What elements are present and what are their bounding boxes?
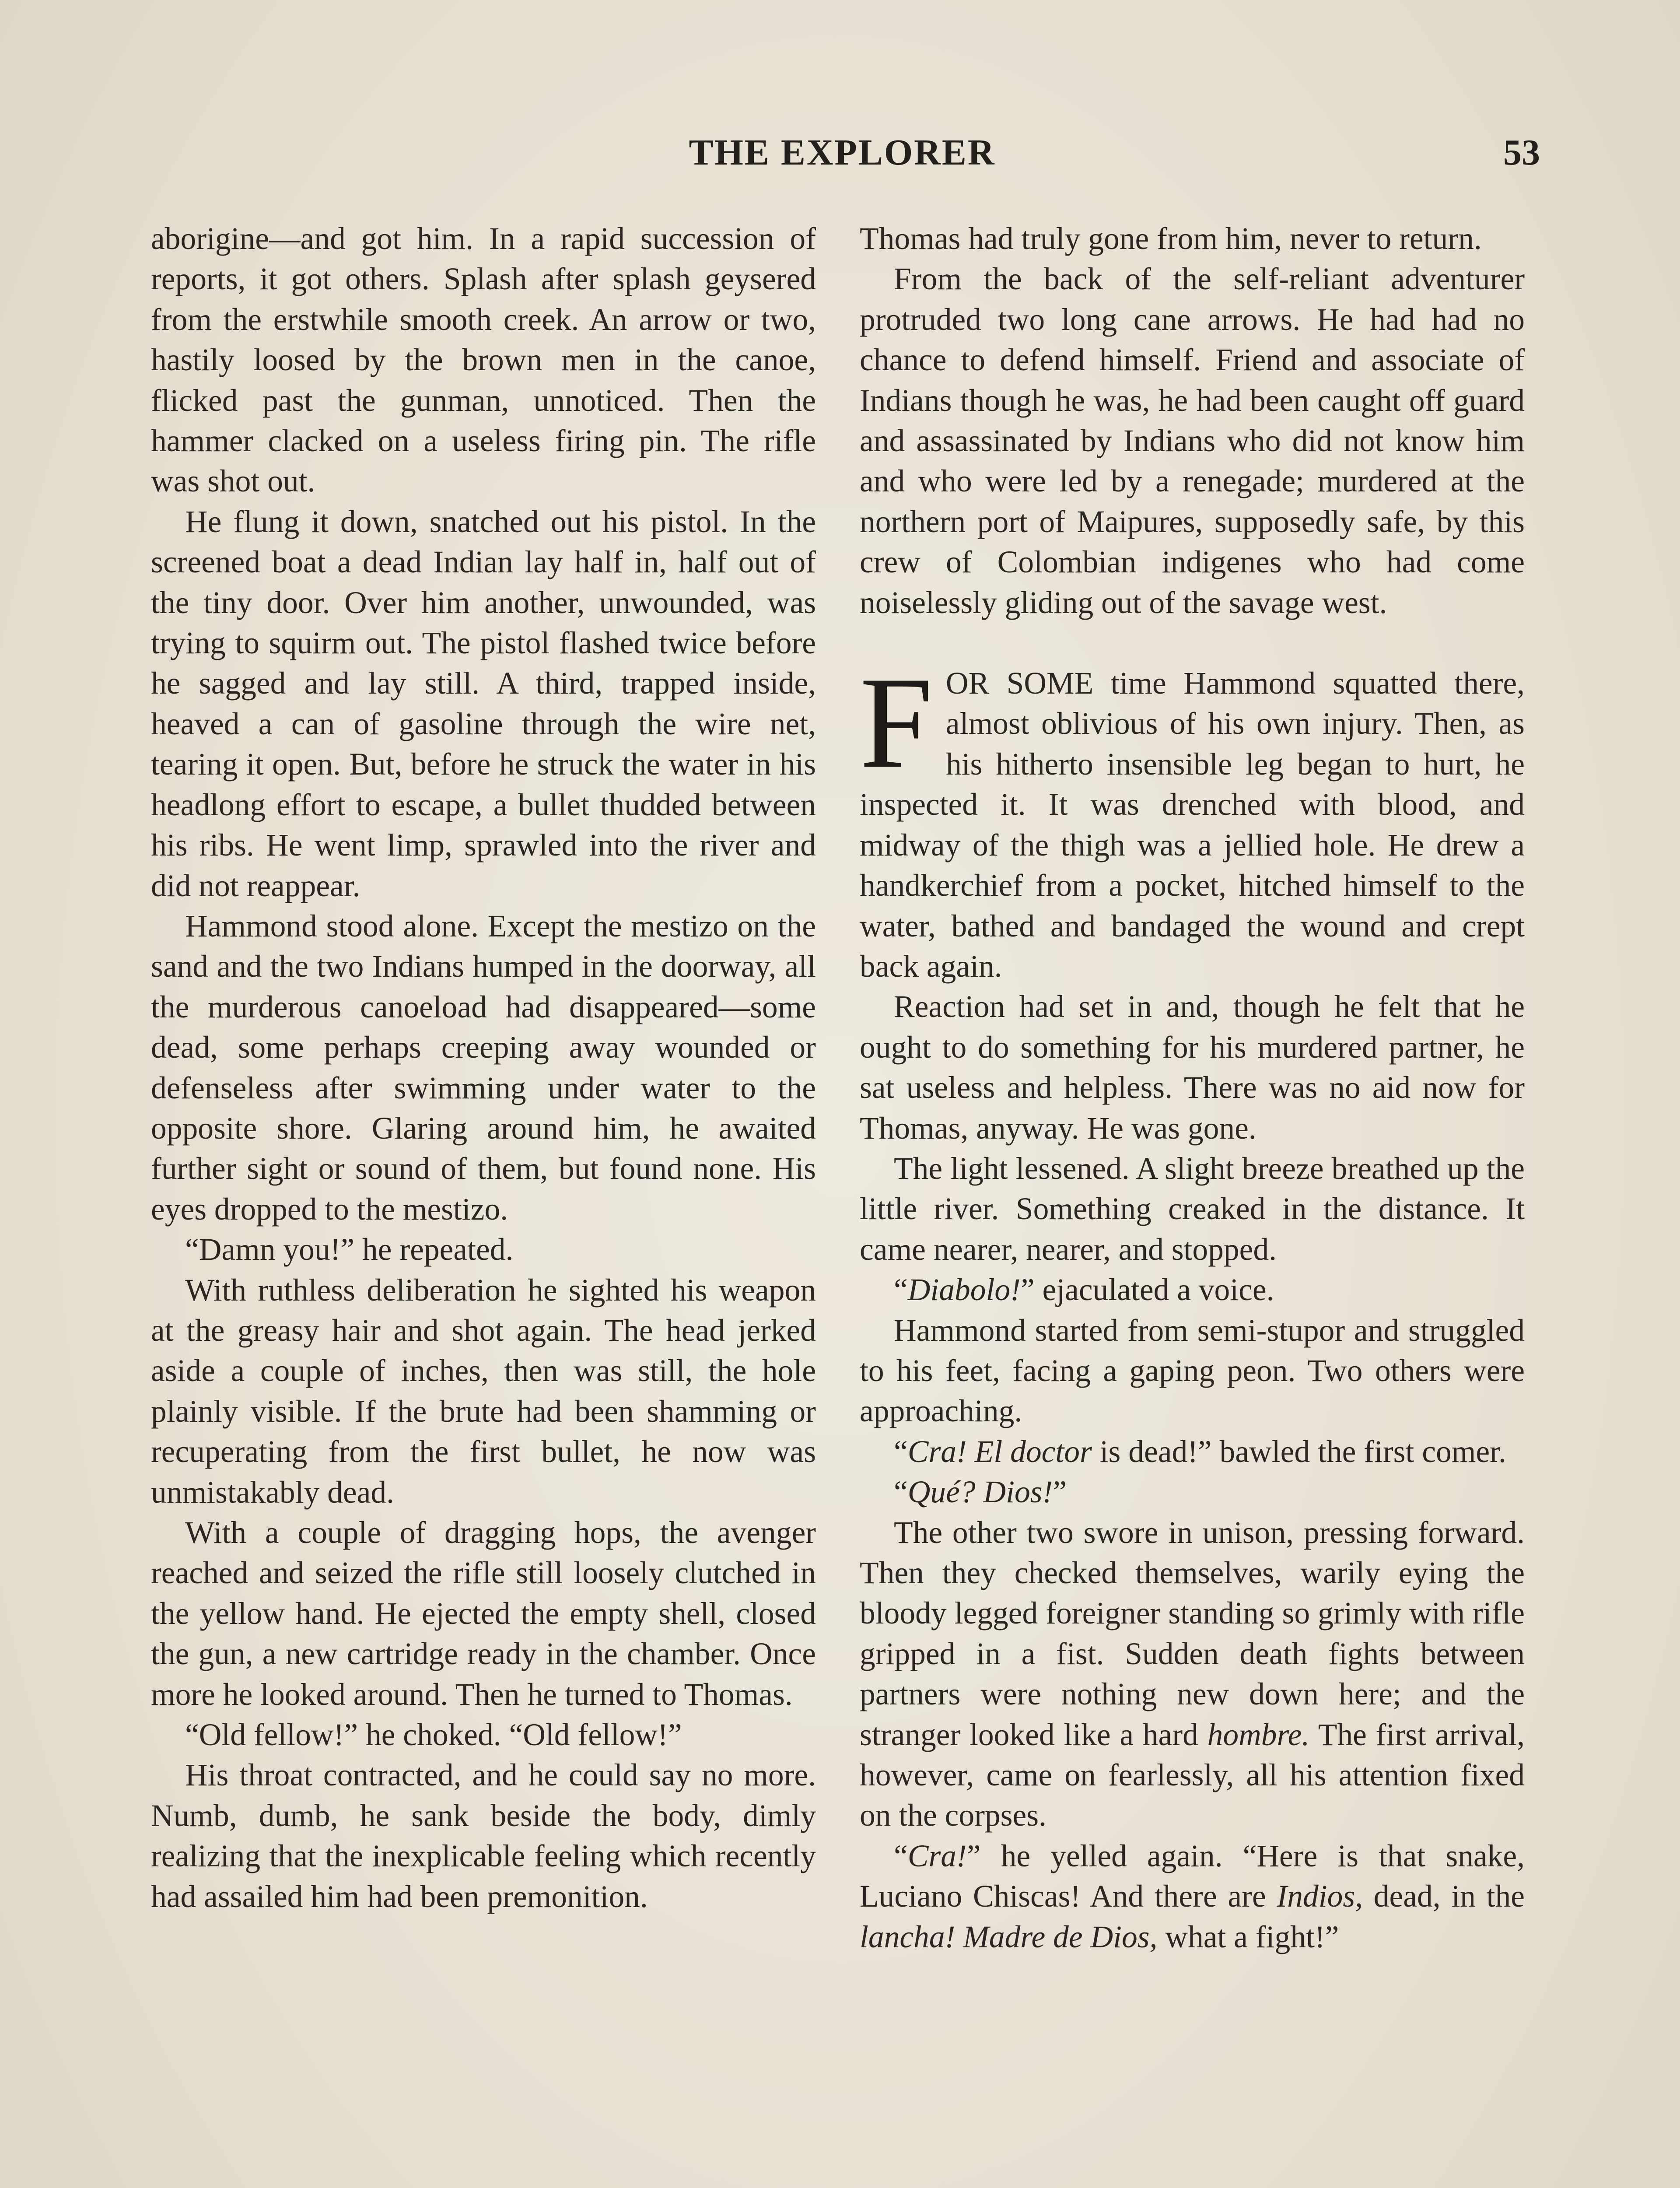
- paragraph: [860, 1270, 1525, 1310]
- italic-text: hombre.: [1207, 1717, 1310, 1752]
- italic-text: Indios,: [1277, 1879, 1363, 1914]
- paragraph-text: ” he yelled again. “Here is that snake, Luciano Chiscas! And there are: [860, 1838, 1525, 1914]
- small-caps-lead: OR SOME: [945, 666, 1094, 701]
- paragraph-text: The first arrival, however, came on fearlessly, all his attention fixed on the corpses.: [860, 1717, 1525, 1833]
- paragraph: Hammond stood alone. Except the mestizo on the sand and the two Indians humped in the doorway, all the murderous canoeload had disappeared—some dead, some perhaps creeping away wounded or defenseless after swimming under water to the opposite shore. Glaring around him, he awaited further sight or sound of them, but found none. His eyes dropped to the mestizo.: [151, 908, 816, 1227]
- page-header: [144, 131, 1540, 179]
- paragraph: [860, 1836, 1525, 1957]
- quote-mark: “: [894, 1838, 908, 1873]
- right-column: [860, 219, 1525, 1957]
- section-opening-paragraph: [860, 650, 1525, 987]
- paragraph: [860, 1472, 1525, 1512]
- paragraph-text: is dead!” bawled the first comer.: [1092, 1434, 1506, 1469]
- paragraph: Thomas had truly gone from him, never to return.: [860, 221, 1482, 256]
- paragraph: With ruthless deliberation he sighted his weapon at the greasy hair and shot again. The head jerked aside a couple of inches, then was still, the hole plainly visible. If the brute had been shamming or recuperating from the first bullet, he now was unmistakably dead.: [151, 1273, 816, 1510]
- quote-mark: “: [894, 1273, 908, 1308]
- paragraph: “Old fellow!” he choked. “Old fellow!”: [185, 1718, 682, 1753]
- italic-text: Qué? Dios!: [907, 1475, 1053, 1510]
- paragraph-text: dead, in the: [1363, 1879, 1525, 1914]
- section-break: [860, 623, 1525, 663]
- quote-mark: “: [894, 1434, 908, 1469]
- paragraph: With a couple of dragging hops, the avenger reached and seized the rifle still loosely clutched in the yellow hand. He ejected the empty shell, closed the gun, a new cartridge ready in the chamber. Once more he looked around. Then he turned to Thomas.: [151, 1515, 816, 1712]
- italic-text: Diabolo!: [907, 1273, 1021, 1308]
- paragraph: Reaction had set in and, though he felt that he ought to do something for his murdered partner, he sat useless and helpless. There was no aid now for Thomas, anyway. He was gone.: [860, 989, 1525, 1146]
- paragraph: He flung it down, snatched out his pistol. In the screened boat a dead Indian lay half in, half out of the tiny door. Over him another, unwounded, was trying to squirm out. The pistol flashed twice before he sagged and lay still. A third, trapped inside, heaved a can of gasoline through the wire net, tearing it open. But, before he struck the water in his headlong effort to escape, a bullet thudded between his ribs. He went limp, sprawled into the river and did not reappear.: [151, 504, 816, 903]
- paragraph-text: ” ejaculated a voice.: [1020, 1273, 1274, 1308]
- paragraph: [860, 1432, 1525, 1472]
- quote-mark: “: [894, 1475, 908, 1510]
- page-number: 53: [1503, 132, 1540, 173]
- paragraph: [860, 1513, 1525, 1836]
- left-column: [151, 219, 816, 1917]
- italic-text: lancha! Madre de Dios,: [860, 1919, 1158, 1954]
- paragraph: His throat contracted, and he could say no more. Numb, dumb, he sank beside the body, dimly realizing that the inexplicable feeling which recently had assailed him had been premonition.: [151, 1758, 816, 1914]
- italic-text: Cra!: [907, 1838, 967, 1873]
- quote-mark: ”: [1053, 1475, 1067, 1510]
- paragraph: The light lessened. A slight breeze breathed up the little river. Something creaked in the distance. It came nearer, nearer, and stopped.: [860, 1151, 1525, 1267]
- drop-cap: F: [860, 650, 933, 796]
- paragraph: aborigine—and got him. In a rapid succession of reports, it got others. Splash after splash geysered from the erstwhile smooth creek. An arrow or two, hastily loosed by the brown men in the canoe, flicked past the gunman, unnoticed. Then the hammer clacked on a useless firing pin. The rifle was shot out.: [151, 221, 816, 499]
- paragraph-text: time Hammond squatted there, almost oblivious of his own injury. Then, as his hitherto insensible leg began to hurt, he inspected it. It was drenched with blood, and midway of the thigh was a jellied hole. He drew a handkerchief from a pocket, hitched himself to the water, bathed and bandaged the wound and crept back again.: [860, 666, 1525, 984]
- running-title: THE EXPLORER: [689, 132, 996, 173]
- paragraph: Hammond started from semi-stupor and struggled to his feet, facing a gaping peon. Two others were approaching.: [860, 1313, 1525, 1429]
- paragraph: From the back of the self-reliant adventurer protruded two long cane arrows. He had had no chance to defend himself. Friend and associate of Indians though he was, he had been caught off guard and assassinated by Indians who did not know him and who were led by a renegade; murdered at the northern port of Maipures, supposedly safe, by this crew of Colombian indigenes who had come noiselessly gliding out of the savage west.: [860, 262, 1525, 620]
- paragraph-text: what a fight!”: [1157, 1919, 1339, 1954]
- paragraph: “Damn you!” he repeated.: [185, 1232, 514, 1267]
- italic-text: Cra! El doctor: [907, 1434, 1092, 1469]
- paragraph-text: The other two swore in unison, pressing forward. Then they checked themselves, warily eying the bloody legged foreigner standing so grimly with rifle gripped in a fist. Sudden death fights between partners were nothing new down here; and the stranger looked like a hard: [860, 1515, 1525, 1752]
